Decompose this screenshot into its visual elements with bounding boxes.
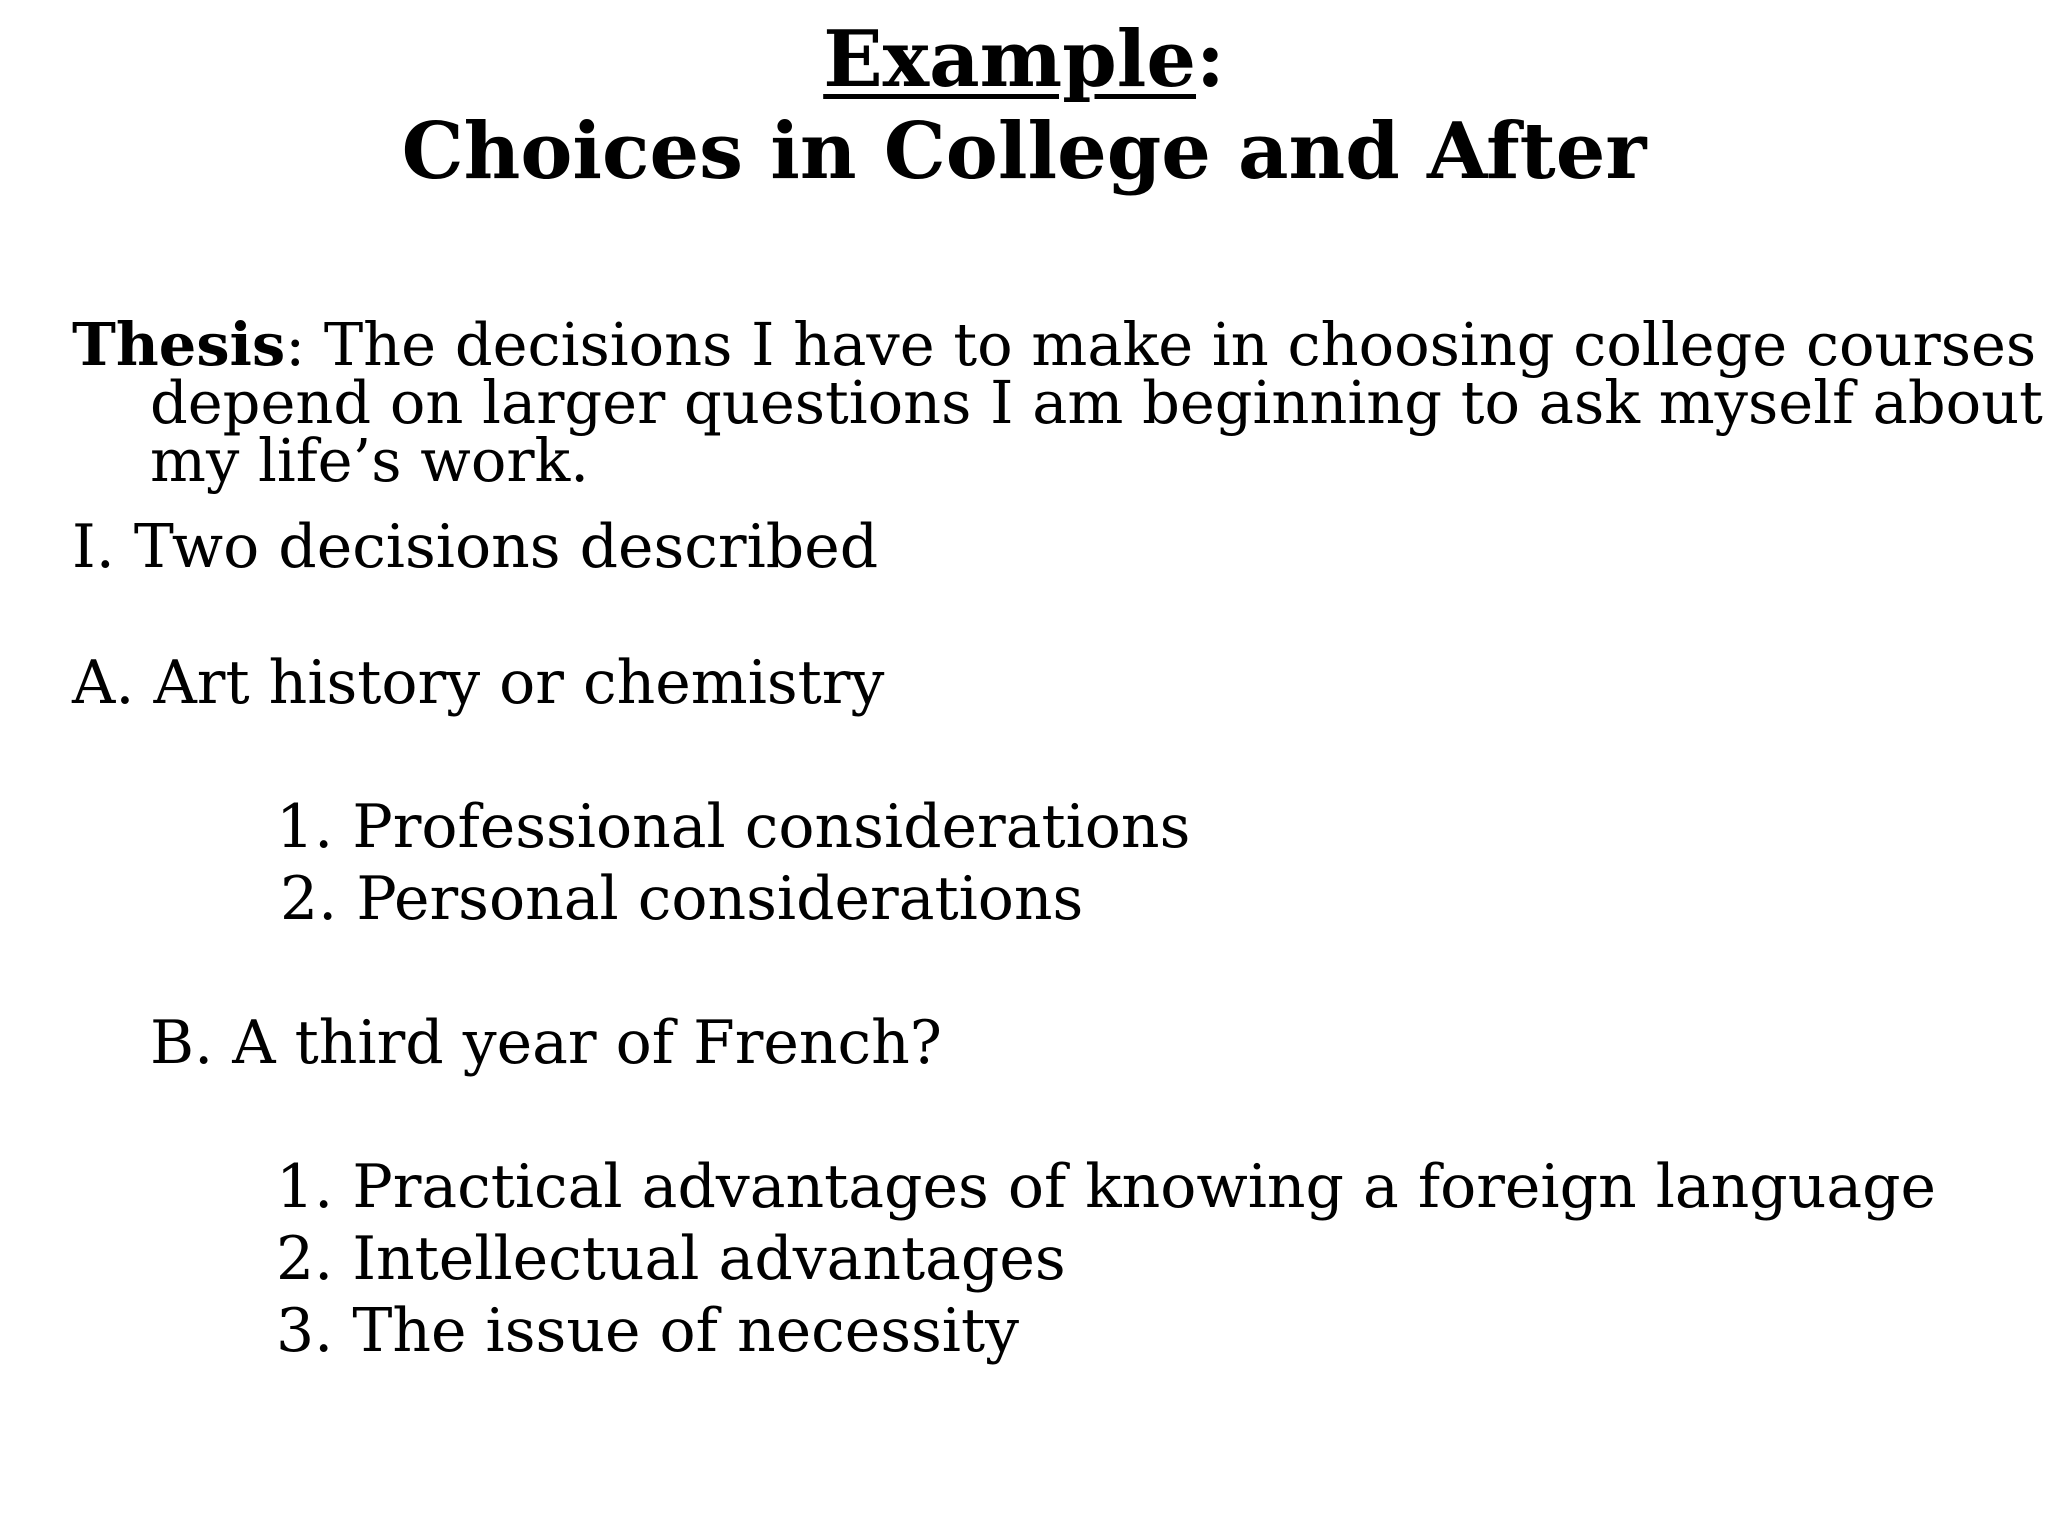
slide-title	[0, 14, 2048, 198]
title-line-1	[0, 14, 2048, 106]
outline-item-b-1: 1. Practical advantages of knowing a foreign language	[276, 1152, 1937, 1222]
outline-item-b-2: 2. Intellectual advantages	[276, 1224, 1066, 1294]
outline-item-a-1: 1. Professional considerations	[276, 792, 1191, 862]
title-colon: :	[1196, 14, 1225, 105]
title-subtitle: Choices in College and After	[401, 106, 1647, 197]
thesis-separator: :	[285, 310, 306, 379]
thesis-label: Thesis	[72, 310, 286, 379]
outline-item-a-2: 2. Personal considerations	[280, 864, 1084, 934]
title-example-word: Example	[823, 14, 1197, 105]
thesis-paragraph	[72, 310, 2048, 495]
outline-item-a: A. Art history or chemistry	[72, 648, 885, 718]
outline-item-b-3: 3. The issue of necessity	[276, 1296, 1019, 1366]
outline-item-b: B. A third year of French?	[150, 1008, 942, 1078]
thesis-text: The decisions I have to make in choosing college courses depend on larger questions I am beginning to ask myself about my life’s work.	[150, 310, 2043, 495]
outline-section-1: I. Two decisions described	[72, 512, 879, 582]
